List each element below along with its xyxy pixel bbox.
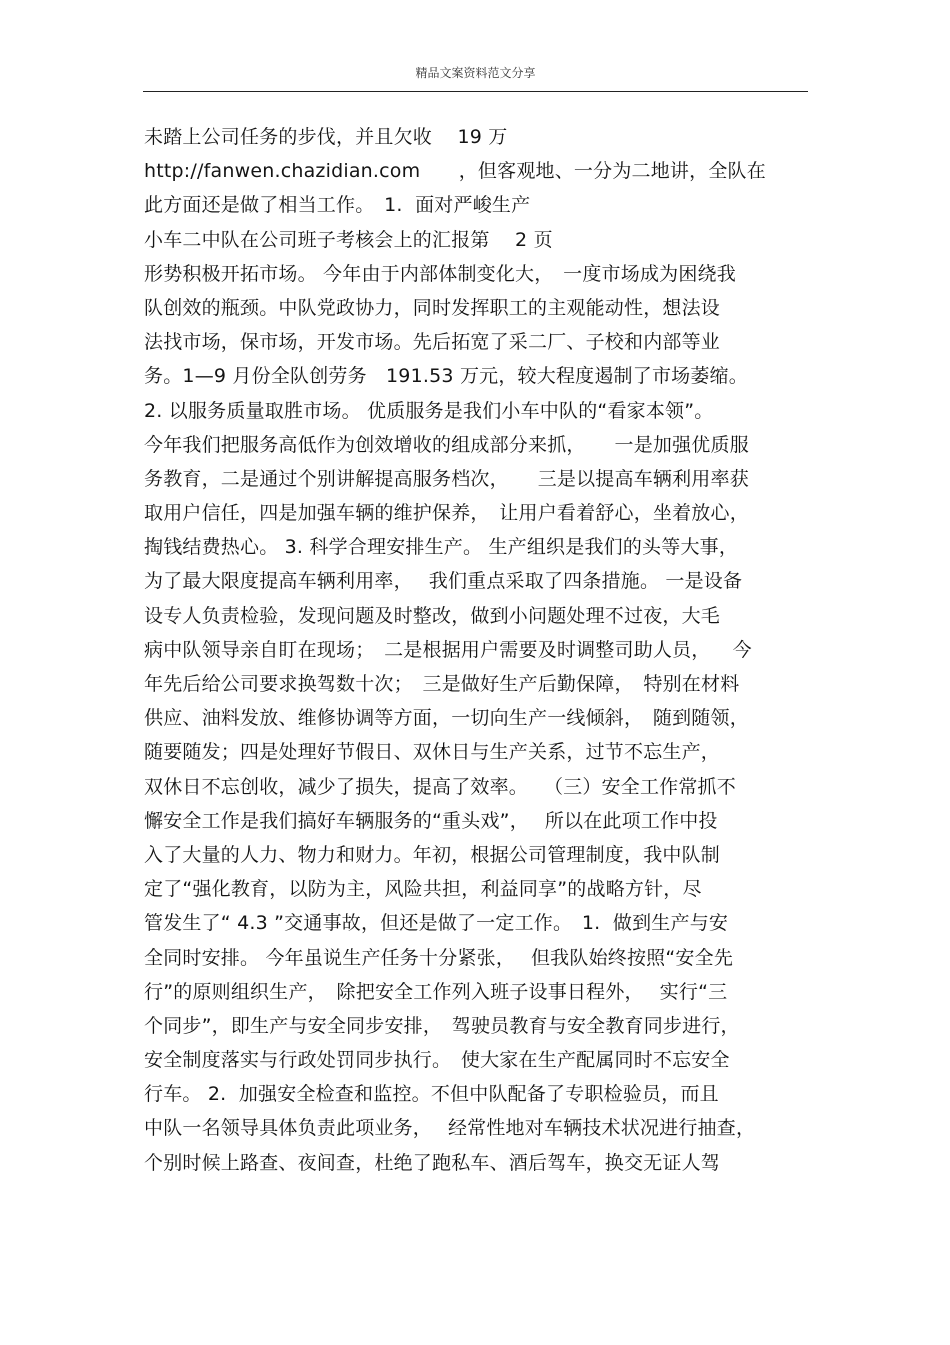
text-line: 此方面还是做了相当工作。 1. 面对严峻生产 [144, 194, 531, 217]
text-line: 队创效的瓶颈。中队党政协力，同时发挥职工的主观能动性，想法设 [144, 296, 721, 319]
body-text [144, 120, 824, 1180]
text-line: 全同时安排。 今年虽说生产任务十分紧张， 但我队始终按照“安全先 [144, 946, 734, 969]
text-line: 今年我们把服务高低作为创效增收的组成部分来抓， 一是加强优质服 [144, 433, 749, 456]
text-line: 小车二中队在公司班子考核会上的汇报第 2 页 [144, 228, 553, 251]
text-line: 取用户信任，四是加强车辆的维护保养， 让用户看着舒心，坐着放心， [144, 502, 749, 525]
text-line: 懈安全工作是我们搞好车辆服务的“重头戏”， 所以在此项工作中投 [144, 809, 718, 832]
text-line: 供应、油料发放、维修协调等方面，一切向生产一线倾斜， 随到随领， [144, 707, 749, 730]
text-line: 法找市场，保市场，开发市场。先后拓宽了采二厂、子校和内部等业 [144, 331, 721, 354]
text-line: 管发生了“ 4.3 ”交通事故，但还是做了一定工作。 1. 做到生产与安 [144, 912, 729, 935]
text-line: 入了大量的人力、物力和财力。年初，根据公司管理制度，我中队制 [144, 843, 721, 866]
text-line: 形势积极开拓市场。 今年由于内部体制变化大， 一度市场成为困绕我 [144, 262, 736, 285]
text-line: 定了“强化教育，以防为主，风险共担，利益同享”的战略方针，尽 [144, 878, 702, 901]
text-line: 个同步”，即生产与安全同步安排， 驾驶员教育与安全教育同步进行， [144, 1014, 740, 1037]
text-line: 随要随发；四是处理好节假日、双休日与生产关系，过节不忘生产， [144, 741, 721, 764]
text-line: 年先后给公司要求换驾数十次； 三是做好生产后勤保障， 特别在材料 [144, 673, 740, 695]
text-line: 中队一名领导具体负责此项业务， 经常性地对车辆技术状况进行抽查， [144, 1117, 756, 1140]
text-line: http://fanwen.chazidian.com ，但客观地、一分为二地讲，全队在 [144, 160, 766, 183]
text-line: 为了最大限度提高车辆利用率， 我们重点采取了四条措施。 一是设备 [144, 570, 743, 593]
text-line: 未踏上公司任务的步伐，并且欠收 19 万 [144, 126, 508, 148]
page-header: 精品文案资料范文分享 [415, 66, 536, 80]
text-line: 行车。 2. 加强安全检查和监控。不但中队配备了专职检验员，而且 [144, 1083, 719, 1106]
text-line: 2. 以服务质量取胜市场。 优质服务是我们小车中队的“看家本领”。 [144, 399, 714, 422]
text-line: 务。1—9 月份全队创劳务 191.53 万元，较大程度遏制了市场萎缩。 [144, 365, 748, 388]
text-line: 安全制度落实与行政处罚同步执行。 使大家在生产配属同时不忘安全 [144, 1049, 730, 1072]
text-line: 病中队领导亲自盯在现场； 二是根据用户需要及时调整司助人员， 今 [144, 638, 752, 661]
text-line: 行”的原则组织生产， 除把安全工作列入班子设事日程外， 实行“三 [144, 980, 728, 1003]
text-line: 设专人负责检验，发现问题及时整改，做到小问题处理不过夜，大毛 [144, 604, 721, 627]
header-divider [143, 91, 808, 92]
text-line: 务教育，二是通过个别讲解提高服务档次， 三是以提高车辆利用率获 [144, 467, 749, 490]
text-line: 掏钱结费热心。 3. 科学合理安排生产。 生产组织是我们的头等大事， [144, 536, 739, 559]
text-line: 双休日不忘创收，减少了损失，提高了效率。 （三）安全工作常抓不 [144, 775, 736, 798]
text-line: 个别时候上路查、夜间查，杜绝了跑私车、酒后驾车，换交无证人驾 [144, 1151, 721, 1174]
